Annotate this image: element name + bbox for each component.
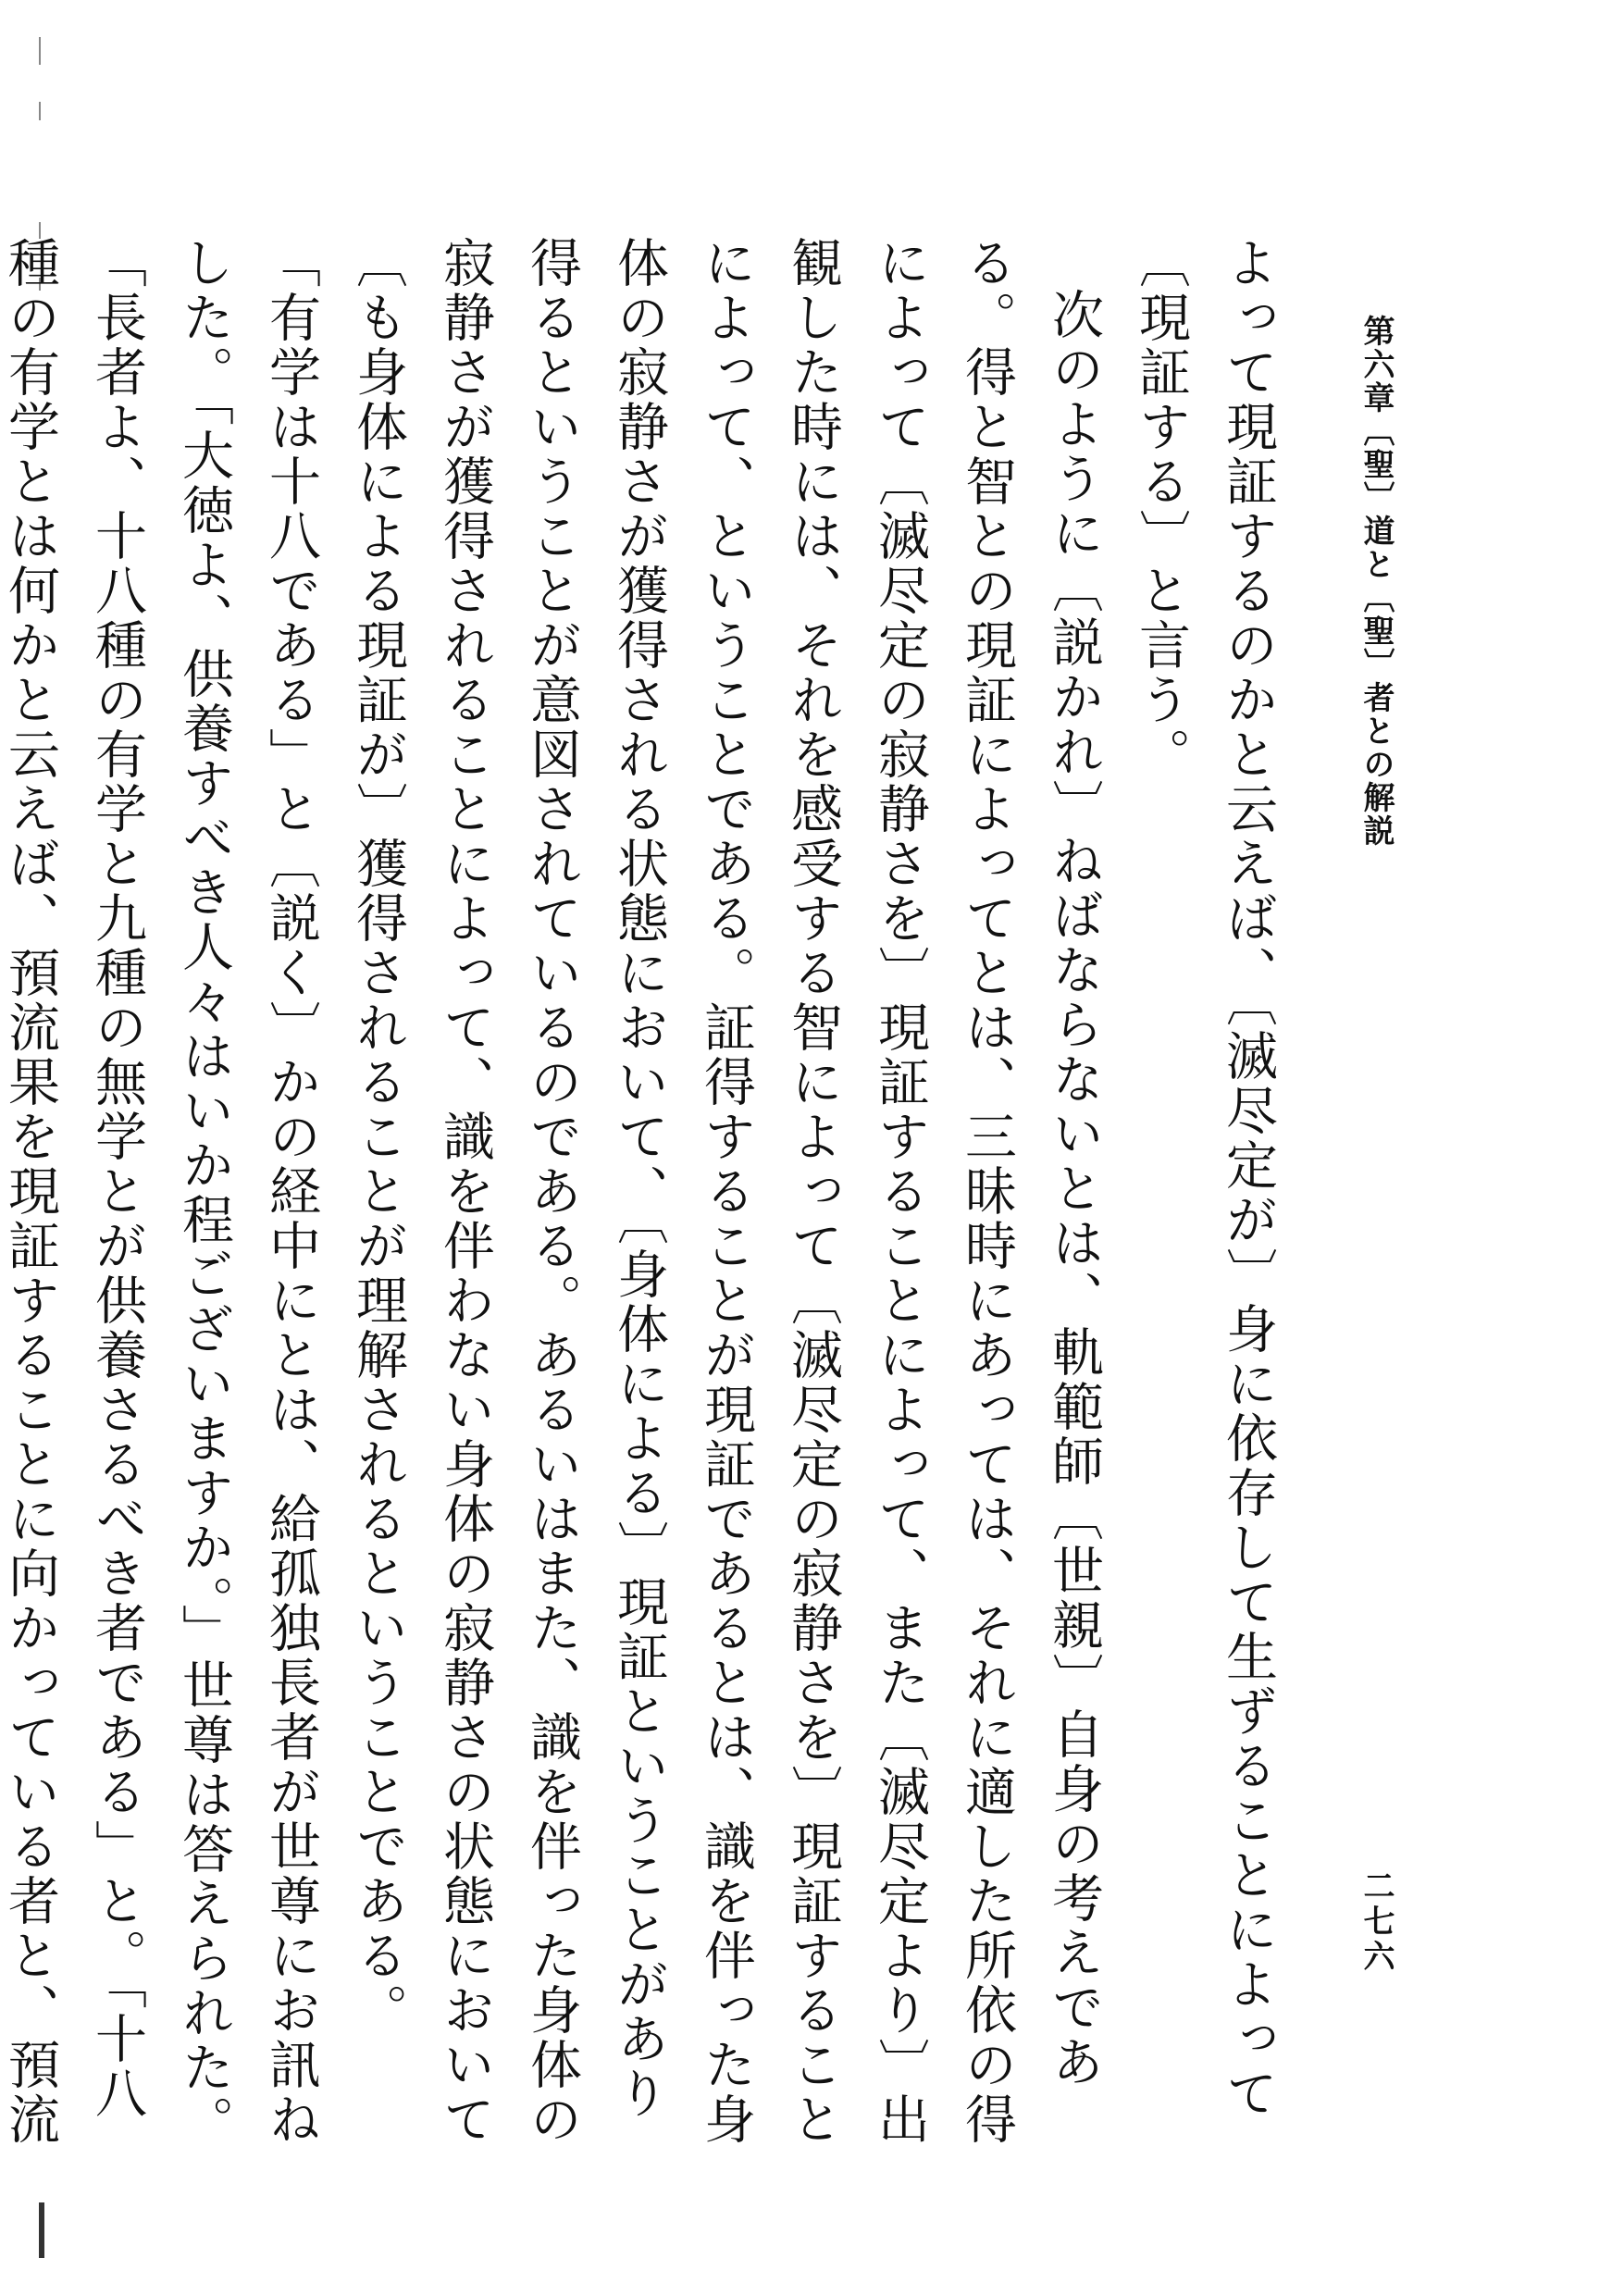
running-head: 第六章〔聖〕道と〔聖〕者との解説: [1357, 315, 1395, 848]
page-number: 二七六: [1357, 1869, 1395, 1975]
paragraph-text: よって現証するのかと云えば、〔滅尽定が〕身に依存して生ずることによって〔現証する〕と言う。: [1131, 236, 1278, 2121]
paragraph: [1117, 236, 1291, 2161]
body-text: [0, 236, 1291, 2161]
paragraph-text: 「有学は十八である」と〔説く〕かの経中にとは、給孤独長者が世尊にお訊ねした。「大徳よ、供養すべき人々はいか程ございますか。」世尊は答えられた。「長者よ、十八種の有学と九種の無学とが供養さるべき者である」と。「十八種の有学とは何かと云えば、預流果を現証することに向かっている者と、預流: [0, 236, 321, 2150]
paragraph: [0, 236, 334, 2161]
paragraph: [334, 236, 1117, 2161]
paragraph-text: 次のように〔説かれ〕ねばならないとは、軌範師〔世親〕自身の考えである。得と智との現証によってとは、三昧時にあっては、それに適した所依の得によって〔滅尽定の寂静さを〕現証することによって、また〔滅尽定より〕出観した時には、それを感受する智によって〔滅尽定の寂静さを〕現証することによって、ということである。証得することが現証であるとは、識を伴った身体の寂静さが獲得される状態において、〔身体による〕現証ということがあり得るということが意図されているのである。あるいはまた、識を伴った身体の寂静さが獲得されることによって、識を伴わない身体の寂静さの状態において〔も身体による現証が〕獲得されることが理解されるということである。: [348, 236, 1104, 2147]
